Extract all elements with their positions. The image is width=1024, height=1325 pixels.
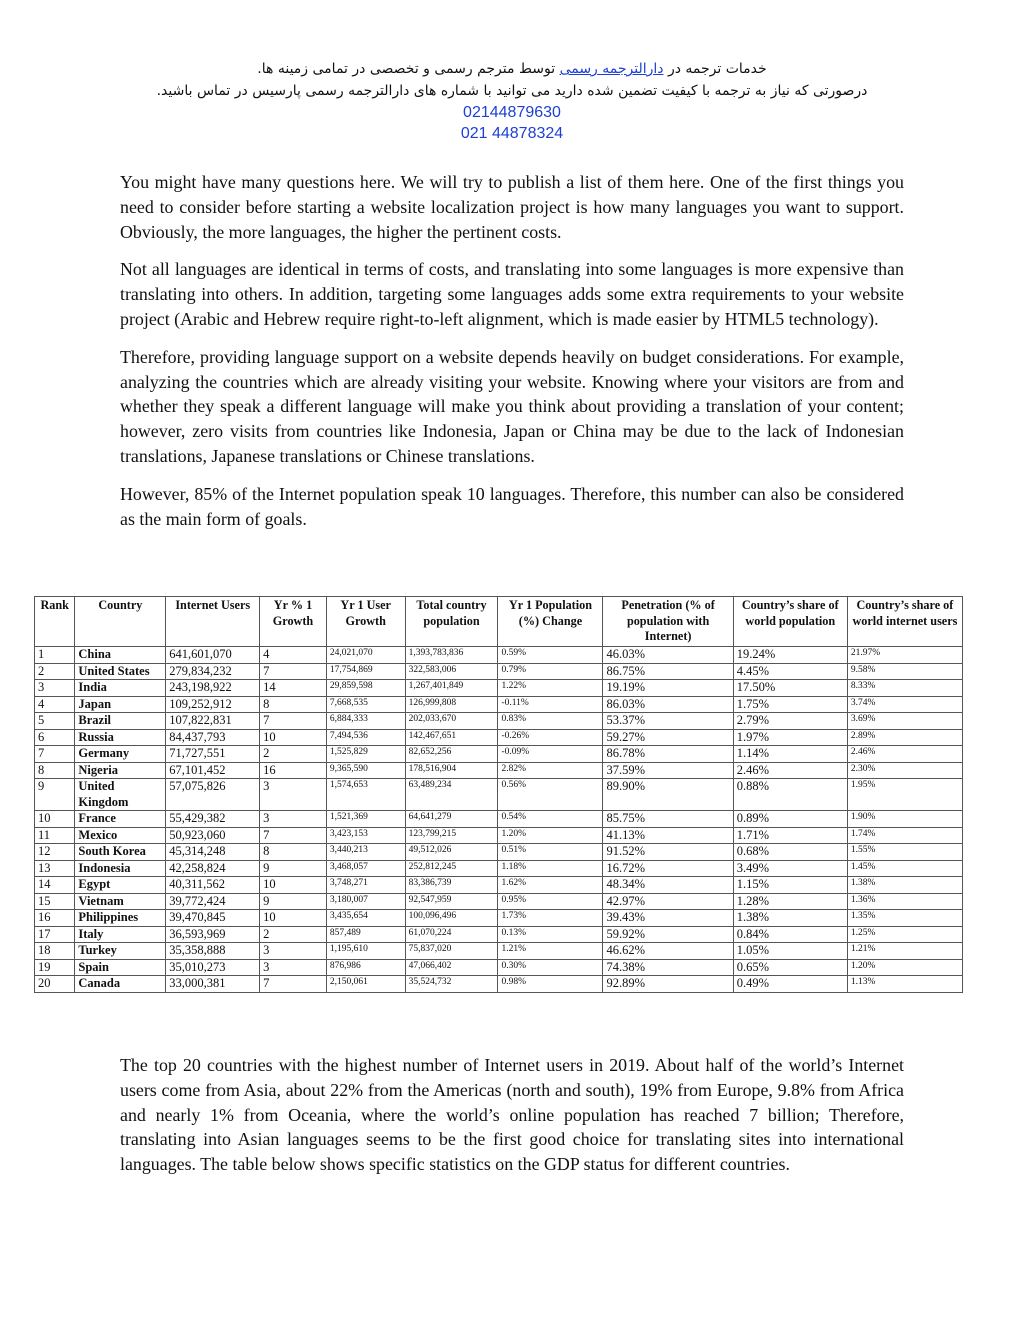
internet-users-cell: 641,601,070	[166, 647, 260, 664]
table-row	[35, 663, 963, 680]
table-row	[35, 976, 963, 993]
population-share-cell: 1.28%	[733, 893, 847, 910]
table-row	[35, 860, 963, 877]
penetration-cell: 16.72%	[603, 860, 733, 877]
users-share-cell: 1.45%	[847, 860, 962, 877]
population-share-cell: 0.68%	[733, 844, 847, 861]
growth-percent-cell: 8	[260, 844, 327, 861]
user-growth-cell: 1,195,610	[326, 943, 405, 960]
user-growth-cell: 876,986	[326, 959, 405, 976]
user-growth-cell: 3,423,153	[326, 827, 405, 844]
table-row	[35, 943, 963, 960]
population-share-cell: 1.38%	[733, 910, 847, 927]
population-cell: 64,641,279	[405, 811, 498, 828]
population-share-cell: 0.65%	[733, 959, 847, 976]
users-share-cell: 1.35%	[847, 910, 962, 927]
population-share-cell: 0.49%	[733, 976, 847, 993]
population-change-cell: 1.62%	[498, 877, 603, 894]
penetration-cell: 92.89%	[603, 976, 733, 993]
population-cell: 83,386,739	[405, 877, 498, 894]
rank-cell: 15	[35, 893, 75, 910]
population-change-cell: 1.18%	[498, 860, 603, 877]
country-cell: Canada	[75, 976, 166, 993]
table-body	[35, 647, 963, 993]
users-share-cell: 2.30%	[847, 762, 962, 779]
population-share-cell: 2.46%	[733, 762, 847, 779]
users-share-cell: 1.38%	[847, 877, 962, 894]
country-cell: Mexico	[75, 827, 166, 844]
population-share-cell: 19.24%	[733, 647, 847, 664]
country-cell: Germany	[75, 746, 166, 763]
header-user-growth: Yr 1 User Growth	[326, 597, 405, 647]
population-change-cell: -0.09%	[498, 746, 603, 763]
country-cell: United States	[75, 663, 166, 680]
growth-percent-cell: 3	[260, 779, 327, 811]
persian-line1-suffix: توسط مترجم رسمی و تخصصی در تمامی زمینه ها.	[257, 61, 556, 77]
internet-users-cell: 35,358,888	[166, 943, 260, 960]
table-row	[35, 779, 963, 811]
rank-cell: 18	[35, 943, 75, 960]
users-share-cell: 1.95%	[847, 779, 962, 811]
penetration-cell: 91.52%	[603, 844, 733, 861]
user-growth-cell: 17,754,869	[326, 663, 405, 680]
internet-users-table-wrap	[34, 596, 963, 993]
user-growth-cell: 3,180,007	[326, 893, 405, 910]
country-cell: Russia	[75, 729, 166, 746]
internet-users-cell: 35,010,273	[166, 959, 260, 976]
growth-percent-cell: 3	[260, 959, 327, 976]
population-change-cell: 0.95%	[498, 893, 603, 910]
internet-users-cell: 243,198,922	[166, 680, 260, 697]
users-share-cell: 1.21%	[847, 943, 962, 960]
users-share-cell: 8.33%	[847, 680, 962, 697]
page-header	[120, 58, 904, 144]
internet-users-cell: 55,429,382	[166, 811, 260, 828]
population-share-cell: 0.89%	[733, 811, 847, 828]
users-share-cell: 2.46%	[847, 746, 962, 763]
population-cell: 178,516,904	[405, 762, 498, 779]
population-change-cell: 0.83%	[498, 713, 603, 730]
table-row	[35, 811, 963, 828]
country-cell: India	[75, 680, 166, 697]
user-growth-cell: 9,365,590	[326, 762, 405, 779]
internet-users-cell: 50,923,060	[166, 827, 260, 844]
internet-users-cell: 84,437,793	[166, 729, 260, 746]
country-cell: Philippines	[75, 910, 166, 927]
country-cell: France	[75, 811, 166, 828]
internet-users-table	[34, 596, 963, 993]
country-cell: Brazil	[75, 713, 166, 730]
population-change-cell: 0.54%	[498, 811, 603, 828]
internet-users-cell: 33,000,381	[166, 976, 260, 993]
penetration-cell: 86.75%	[603, 663, 733, 680]
penetration-cell: 86.03%	[603, 696, 733, 713]
growth-percent-cell: 10	[260, 877, 327, 894]
user-growth-cell: 3,435,654	[326, 910, 405, 927]
internet-users-cell: 71,727,551	[166, 746, 260, 763]
header-country: Country	[75, 597, 166, 647]
rank-cell: 12	[35, 844, 75, 861]
population-cell: 92,547,959	[405, 893, 498, 910]
rank-cell: 20	[35, 976, 75, 993]
penetration-cell: 37.59%	[603, 762, 733, 779]
internet-users-cell: 45,314,248	[166, 844, 260, 861]
users-share-cell: 1.25%	[847, 926, 962, 943]
population-cell: 100,096,496	[405, 910, 498, 927]
country-cell: China	[75, 647, 166, 664]
penetration-cell: 53.37%	[603, 713, 733, 730]
country-cell: Nigeria	[75, 762, 166, 779]
population-share-cell: 1.75%	[733, 696, 847, 713]
user-growth-cell: 857,489	[326, 926, 405, 943]
users-share-cell: 3.74%	[847, 696, 962, 713]
user-growth-cell: 3,440,213	[326, 844, 405, 861]
translation-office-link[interactable]: دارالترجمه رسمی	[559, 61, 664, 77]
country-cell: Turkey	[75, 943, 166, 960]
header-rank: Rank	[35, 597, 75, 647]
user-growth-cell: 7,494,536	[326, 729, 405, 746]
population-share-cell: 4.45%	[733, 663, 847, 680]
rank-cell: 16	[35, 910, 75, 927]
population-cell: 82,652,256	[405, 746, 498, 763]
table-row	[35, 926, 963, 943]
population-cell: 252,812,245	[405, 860, 498, 877]
table-row	[35, 696, 963, 713]
penetration-cell: 46.62%	[603, 943, 733, 960]
penetration-cell: 39.43%	[603, 910, 733, 927]
growth-percent-cell: 7	[260, 663, 327, 680]
table-header-row	[35, 597, 963, 647]
population-change-cell: 0.30%	[498, 959, 603, 976]
user-growth-cell: 1,521,369	[326, 811, 405, 828]
population-share-cell: 17.50%	[733, 680, 847, 697]
country-cell: Japan	[75, 696, 166, 713]
penetration-cell: 89.90%	[603, 779, 733, 811]
population-change-cell: 0.79%	[498, 663, 603, 680]
table-row	[35, 729, 963, 746]
user-growth-cell: 1,525,829	[326, 746, 405, 763]
population-cell: 35,524,732	[405, 976, 498, 993]
internet-users-cell: 67,101,452	[166, 762, 260, 779]
users-share-cell: 9.58%	[847, 663, 962, 680]
population-cell: 322,583,006	[405, 663, 498, 680]
growth-percent-cell: 3	[260, 811, 327, 828]
growth-percent-cell: 7	[260, 827, 327, 844]
user-growth-cell: 3,468,057	[326, 860, 405, 877]
table-row	[35, 827, 963, 844]
header-growth-percent: Yr % 1 Growth	[260, 597, 327, 647]
penetration-cell: 74.38%	[603, 959, 733, 976]
population-cell: 123,799,215	[405, 827, 498, 844]
header-users-share: Country’s share of world internet users	[847, 597, 962, 647]
population-cell: 126,999,808	[405, 696, 498, 713]
rank-cell: 7	[35, 746, 75, 763]
population-change-cell: 0.51%	[498, 844, 603, 861]
population-cell: 61,070,224	[405, 926, 498, 943]
user-growth-cell: 2,150,061	[326, 976, 405, 993]
internet-users-cell: 109,252,912	[166, 696, 260, 713]
penetration-cell: 41.13%	[603, 827, 733, 844]
table-row	[35, 762, 963, 779]
penetration-cell: 59.92%	[603, 926, 733, 943]
table-row	[35, 647, 963, 664]
phone-number-1[interactable]: 02144879630	[463, 104, 561, 121]
population-share-cell: 3.49%	[733, 860, 847, 877]
population-cell: 1,393,783,836	[405, 647, 498, 664]
header-internet-users: Internet Users	[166, 597, 260, 647]
rank-cell: 6	[35, 729, 75, 746]
rank-cell: 1	[35, 647, 75, 664]
user-growth-cell: 7,668,535	[326, 696, 405, 713]
table-row	[35, 910, 963, 927]
population-cell: 202,033,670	[405, 713, 498, 730]
growth-percent-cell: 7	[260, 976, 327, 993]
population-change-cell: 1.20%	[498, 827, 603, 844]
rank-cell: 11	[35, 827, 75, 844]
rank-cell: 2	[35, 663, 75, 680]
population-change-cell: -0.26%	[498, 729, 603, 746]
penetration-cell: 86.78%	[603, 746, 733, 763]
population-change-cell: 1.73%	[498, 910, 603, 927]
users-share-cell: 2.89%	[847, 729, 962, 746]
internet-users-cell: 36,593,969	[166, 926, 260, 943]
paragraph-2: Not all languages are identical in terms of costs, and translating into some languages is more expensive than translating into others. In addition, targeting some languages adds some extra requirements to your website project (Arabic and Hebrew require right-to-left alignment, which is made easier by HTML5 technology).	[120, 259, 904, 329]
population-share-cell: 1.15%	[733, 877, 847, 894]
population-change-cell: 2.82%	[498, 762, 603, 779]
rank-cell: 4	[35, 696, 75, 713]
penetration-cell: 59.27%	[603, 729, 733, 746]
phone-number-2[interactable]: 021 44878324	[460, 125, 564, 142]
rank-cell: 14	[35, 877, 75, 894]
users-share-cell: 3.69%	[847, 713, 962, 730]
user-growth-cell: 29,859,598	[326, 680, 405, 697]
internet-users-cell: 40,311,562	[166, 877, 260, 894]
population-cell: 49,512,026	[405, 844, 498, 861]
penetration-cell: 48.34%	[603, 877, 733, 894]
population-cell: 1,267,401,849	[405, 680, 498, 697]
internet-users-cell: 57,075,826	[166, 779, 260, 811]
growth-percent-cell: 10	[260, 729, 327, 746]
population-change-cell: 0.56%	[498, 779, 603, 811]
growth-percent-cell: 7	[260, 713, 327, 730]
population-cell: 47,066,402	[405, 959, 498, 976]
growth-percent-cell: 16	[260, 762, 327, 779]
rank-cell: 3	[35, 680, 75, 697]
users-share-cell: 1.90%	[847, 811, 962, 828]
persian-line1-prefix: خدمات ترجمه در	[667, 61, 767, 77]
header-population: Total country population	[405, 597, 498, 647]
persian-contact-line: درصورتی که نیاز به ترجمه با کیفیت تضمین شده دارید می توانید با شماره های دارالترجمه رسمی پارسیس در تماس باشید.	[156, 83, 868, 99]
population-change-cell: 1.21%	[498, 943, 603, 960]
rank-cell: 17	[35, 926, 75, 943]
rank-cell: 13	[35, 860, 75, 877]
intro-text	[120, 170, 904, 531]
user-growth-cell: 6,884,333	[326, 713, 405, 730]
growth-percent-cell: 2	[260, 926, 327, 943]
growth-percent-cell: 4	[260, 647, 327, 664]
population-share-cell: 2.79%	[733, 713, 847, 730]
user-growth-cell: 24,021,070	[326, 647, 405, 664]
paragraph-1: You might have many questions here. We will try to publish a list of them here. One of the first things you need to consider before starting a website localization project is how many languages you want to support. Obviously, the more languages, the higher the pertinent costs.	[120, 172, 904, 242]
header-population-change: Yr 1 Population (%) Change	[498, 597, 603, 647]
header-penetration: Penetration (% of population with Internet)	[603, 597, 733, 647]
internet-users-cell: 42,258,824	[166, 860, 260, 877]
internet-users-cell: 279,834,232	[166, 663, 260, 680]
penetration-cell: 42.97%	[603, 893, 733, 910]
rank-cell: 8	[35, 762, 75, 779]
paragraph-4: However, 85% of the Internet population speak 10 languages. Therefore, this number can also be considered as the main form of goals.	[120, 483, 904, 529]
closing-text	[120, 1053, 904, 1177]
users-share-cell: 1.36%	[847, 893, 962, 910]
population-change-cell: 0.98%	[498, 976, 603, 993]
growth-percent-cell: 3	[260, 943, 327, 960]
user-growth-cell: 1,574,653	[326, 779, 405, 811]
country-cell: Italy	[75, 926, 166, 943]
country-cell: Egypt	[75, 877, 166, 894]
population-share-cell: 1.71%	[733, 827, 847, 844]
internet-users-cell: 39,470,845	[166, 910, 260, 927]
country-cell: Spain	[75, 959, 166, 976]
users-share-cell: 1.20%	[847, 959, 962, 976]
header-population-share: Country’s share of world population	[733, 597, 847, 647]
rank-cell: 5	[35, 713, 75, 730]
table-row	[35, 680, 963, 697]
growth-percent-cell: 10	[260, 910, 327, 927]
growth-percent-cell: 9	[260, 893, 327, 910]
rank-cell: 9	[35, 779, 75, 811]
table-row	[35, 746, 963, 763]
growth-percent-cell: 8	[260, 696, 327, 713]
table-row	[35, 713, 963, 730]
penetration-cell: 46.03%	[603, 647, 733, 664]
population-share-cell: 1.97%	[733, 729, 847, 746]
growth-percent-cell: 2	[260, 746, 327, 763]
persian-service-line	[120, 58, 904, 80]
table-row	[35, 844, 963, 861]
population-share-cell: 0.88%	[733, 779, 847, 811]
users-share-cell: 1.74%	[847, 827, 962, 844]
internet-users-cell: 39,772,424	[166, 893, 260, 910]
population-cell: 63,489,234	[405, 779, 498, 811]
population-change-cell: 0.59%	[498, 647, 603, 664]
population-change-cell: 0.13%	[498, 926, 603, 943]
population-cell: 142,467,651	[405, 729, 498, 746]
population-change-cell: 1.22%	[498, 680, 603, 697]
rank-cell: 10	[35, 811, 75, 828]
paragraph-3: Therefore, providing language support on a website depends heavily on budget considerations. For example, analyzing the countries which are already visiting your website. Knowing where your visitors are from and whether they speak a different language will make you think about providing a translation of your content; however, zero visits from countries like Indonesia, Japan or China may be due to the lack of Indonesian translations, Japanese translations or Chinese translations.	[120, 346, 904, 466]
penetration-cell: 85.75%	[603, 811, 733, 828]
population-share-cell: 1.05%	[733, 943, 847, 960]
users-share-cell: 1.13%	[847, 976, 962, 993]
growth-percent-cell: 9	[260, 860, 327, 877]
closing-paragraph: The top 20 countries with the highest number of Internet users in 2019. About half of the world’s Internet users come from Asia, about 22% from the Americas (north and south), 19% from Europe, 9.8% from Africa and nearly 1% from Oceania, where the world’s online population has reached 7 billion; Therefore, translating into Asian languages seems to be the first good choice for translating sites into international languages. The table below shows specific statistics on the GDP status for different countries.	[120, 1055, 904, 1175]
table-row	[35, 877, 963, 894]
users-share-cell: 21.97%	[847, 647, 962, 664]
population-share-cell: 0.84%	[733, 926, 847, 943]
penetration-cell: 19.19%	[603, 680, 733, 697]
population-change-cell: -0.11%	[498, 696, 603, 713]
internet-users-cell: 107,822,831	[166, 713, 260, 730]
table-row	[35, 959, 963, 976]
country-cell: United Kingdom	[75, 779, 166, 811]
country-cell: Vietnam	[75, 893, 166, 910]
country-cell: South Korea	[75, 844, 166, 861]
country-cell: Indonesia	[75, 860, 166, 877]
population-share-cell: 1.14%	[733, 746, 847, 763]
population-cell: 75,837,020	[405, 943, 498, 960]
table-row	[35, 893, 963, 910]
user-growth-cell: 3,748,271	[326, 877, 405, 894]
rank-cell: 19	[35, 959, 75, 976]
users-share-cell: 1.55%	[847, 844, 962, 861]
growth-percent-cell: 14	[260, 680, 327, 697]
